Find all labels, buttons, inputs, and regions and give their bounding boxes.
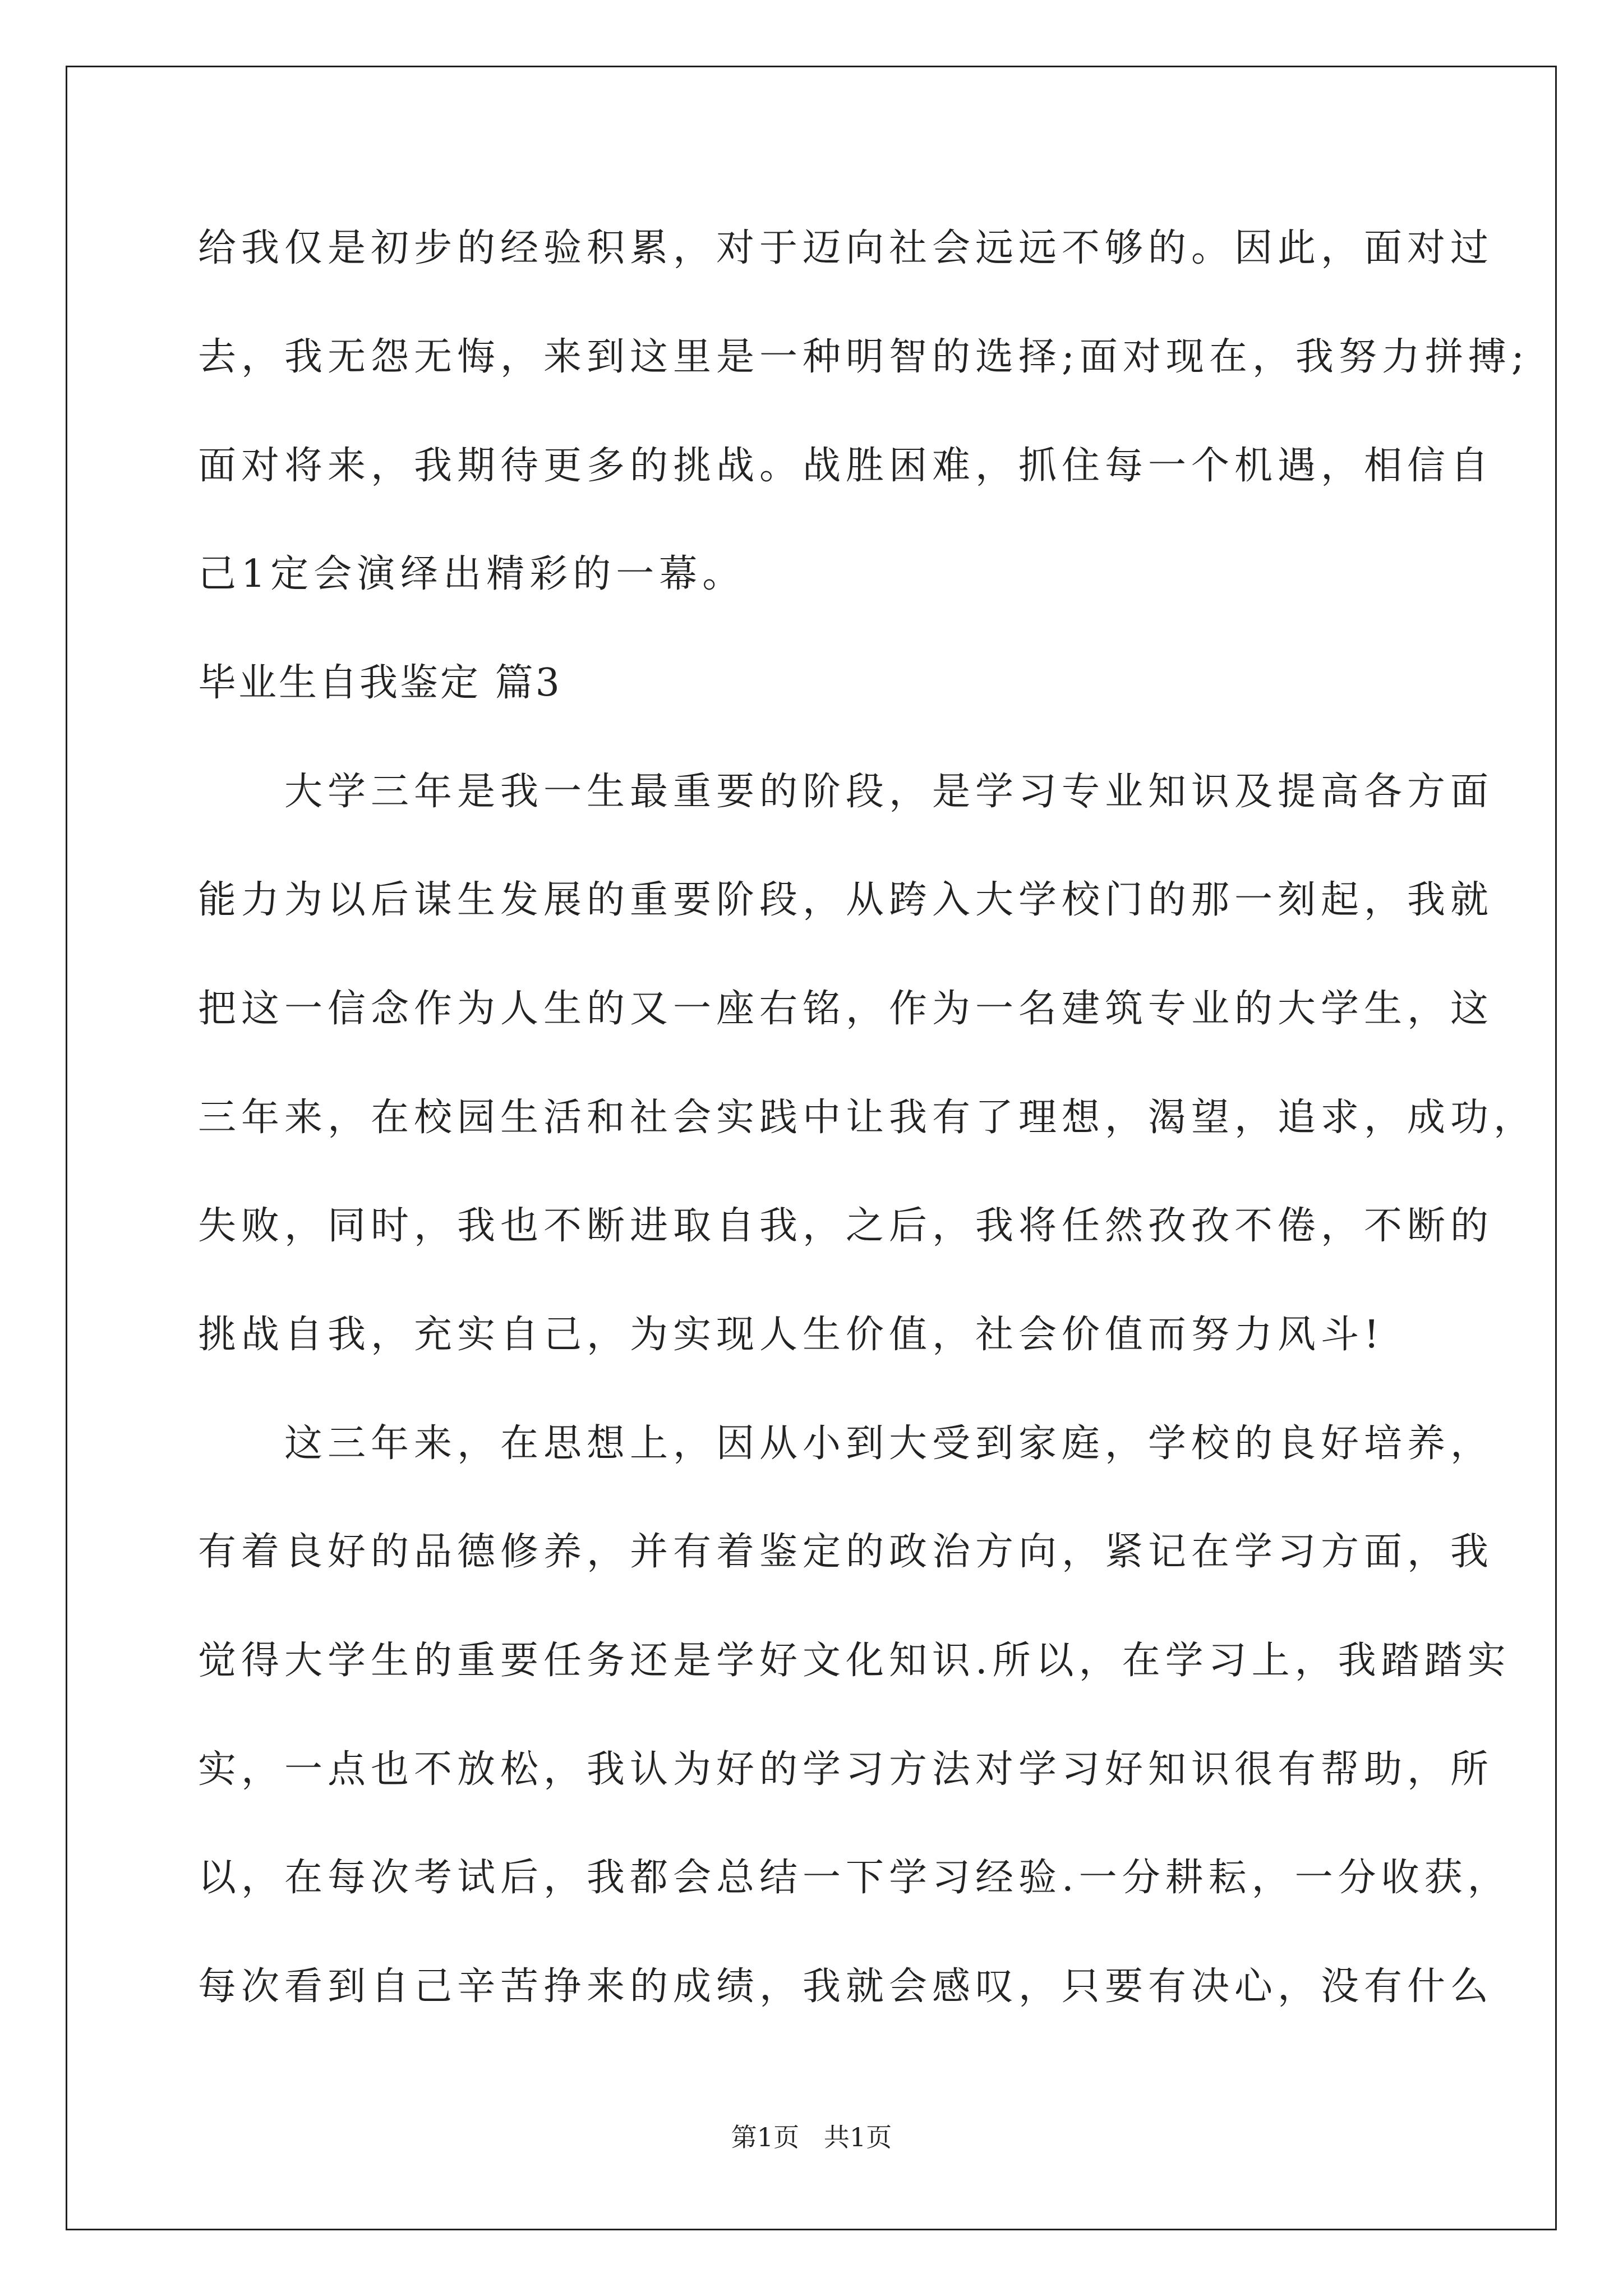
text-line-7: 能力为以后谋生发展的重要阶段，从跨入大学校门的那一刻起，我就 — [198, 878, 1494, 922]
text-line-4: 己1定会演绎出精彩的一幕。 — [198, 552, 746, 596]
text-line-12: 这三年来，在思想上，因从小到大受到家庭，学校的良好培养， — [198, 1421, 1494, 1466]
text-line-2: 去，我无怨无悔，来到这里是一种明智的选择;面对现在，我努力拼搏; — [198, 335, 1529, 379]
text-line-16: 以，在每次考试后，我都会总结一下学习经验.一分耕耘，一分收获， — [198, 1856, 1511, 1900]
text-line-9: 三年来，在校园生活和社会实践中让我有了理想，渴望，追求，成功， — [198, 1096, 1537, 1140]
text-line-3: 面对将来，我期待更多的挑战。战胜困难，抓住每一个机遇，相信自 — [198, 444, 1494, 488]
text-line-8: 把这一信念作为人生的又一座右铭，作为一名建筑专业的大学生，这 — [198, 987, 1494, 1031]
text-line-17: 每次看到自己辛苦挣来的成绩，我就会感叹，只要有决心，没有什么 — [198, 1964, 1494, 2009]
text-line-10: 失败，同时，我也不断进取自我，之后，我将任然孜孜不倦，不断的 — [198, 1204, 1494, 1248]
page-border — [66, 66, 1557, 2230]
text-line-11: 挑战自我，充实自己，为实现人生价值，社会价值而努力风斗! — [198, 1313, 1385, 1357]
text-line-6: 大学三年是我一生最重要的阶段，是学习专业知识及提高各方面 — [198, 770, 1494, 814]
page-number-footer: 第1页 共1页 — [731, 2122, 892, 2152]
text-line-1: 给我仅是初步的经验积累，对于迈向社会远远不够的。因此，面对过 — [198, 226, 1494, 270]
section-heading: 毕业生自我鉴定 篇3 — [198, 661, 562, 705]
text-line-13: 有着良好的品德修养，并有着鉴定的政治方向，紧记在学习方面，我 — [198, 1530, 1494, 1574]
text-line-14: 觉得大学生的重要任务还是学好文化知识.所以，在学习上，我踏踏实 — [198, 1639, 1511, 1683]
text-line-15: 实，一点也不放松，我认为好的学习方法对学习好知识很有帮助，所 — [198, 1747, 1494, 1792]
